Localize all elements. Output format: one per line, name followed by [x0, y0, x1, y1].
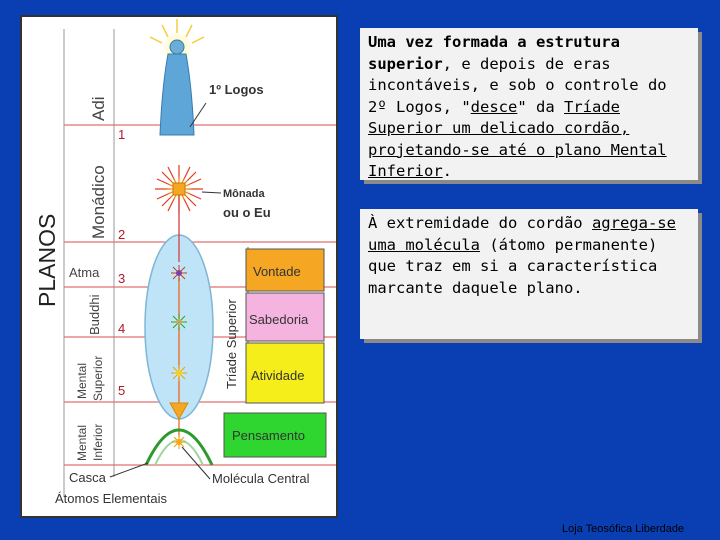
- plane-number-4: 4: [118, 321, 126, 336]
- molecula-central-icon: [172, 435, 186, 449]
- box1-bold-text: Uma vez formada a estrutura superior: [368, 33, 620, 73]
- plane-monadico: Monádico: [89, 165, 108, 239]
- atma-atom-icon: [171, 265, 187, 281]
- mental-atom-icon: [171, 365, 187, 381]
- plane-number-3: 3: [118, 271, 126, 286]
- plane-mental-inferior-2: Inferior: [91, 423, 105, 461]
- planes-diagram-svg: [22, 17, 336, 516]
- plane-mental-superior-2: Superior: [91, 355, 105, 401]
- box1-text-1: , e depois de eras incontáveis, e sob o controle do 2º Logos, ": [368, 54, 667, 116]
- box2-text-1: À extremidade do cordão: [368, 214, 592, 232]
- box2-underlined-text: agrega-se uma molécula: [368, 214, 676, 254]
- plane-mental-inferior-1: Mental: [75, 424, 89, 461]
- monada-pointer: [202, 192, 221, 193]
- monada-label-2: ou o Eu: [223, 205, 271, 220]
- vontade-label: Vontade: [253, 264, 301, 279]
- plane-number-1: 1: [118, 127, 126, 142]
- footer-credit: Loja Teosófica Liberdade: [562, 523, 685, 535]
- box1-underlined-desce: desce: [470, 97, 518, 116]
- buddhi-atom-icon: [171, 314, 187, 330]
- box2-text-2: (átomo permanente) que traz em si a característica marcante daquele plano.: [368, 235, 658, 297]
- box1-text-2: " da: [517, 97, 564, 116]
- molecula-label: Molécula Central: [212, 471, 310, 486]
- planos-title: PLANOS: [34, 213, 60, 307]
- plane-number-5: 5: [118, 383, 126, 398]
- plane-adi: Adi: [89, 96, 108, 121]
- box1-text-end: .: [442, 162, 452, 180]
- atividade-label: Atividade: [251, 368, 305, 383]
- triade-label: Tríade Superior: [224, 299, 239, 389]
- plane-mental-superior-1: Mental: [75, 362, 89, 399]
- box1-underlined-text: Tríade Superior um delicado cordão, projetando-se até o plano Mental Inferior: [368, 97, 667, 180]
- logos-label: 1º Logos: [209, 82, 264, 97]
- explanation-box-2: [360, 209, 698, 339]
- planes-diagram: [20, 15, 338, 518]
- atomos-label: Átomos Elementais: [55, 491, 167, 506]
- monada-label-1: Mônada: [223, 188, 265, 200]
- casca-label: Casca: [69, 470, 106, 485]
- plane-buddhi: Buddhi: [87, 294, 102, 335]
- plane-number-2: 2: [118, 227, 126, 242]
- explanation-box-1: [360, 28, 698, 180]
- sabedoria-label: Sabedoria: [249, 312, 309, 327]
- pensamento-label: Pensamento: [232, 428, 305, 443]
- plane-atma: Atma: [69, 265, 100, 280]
